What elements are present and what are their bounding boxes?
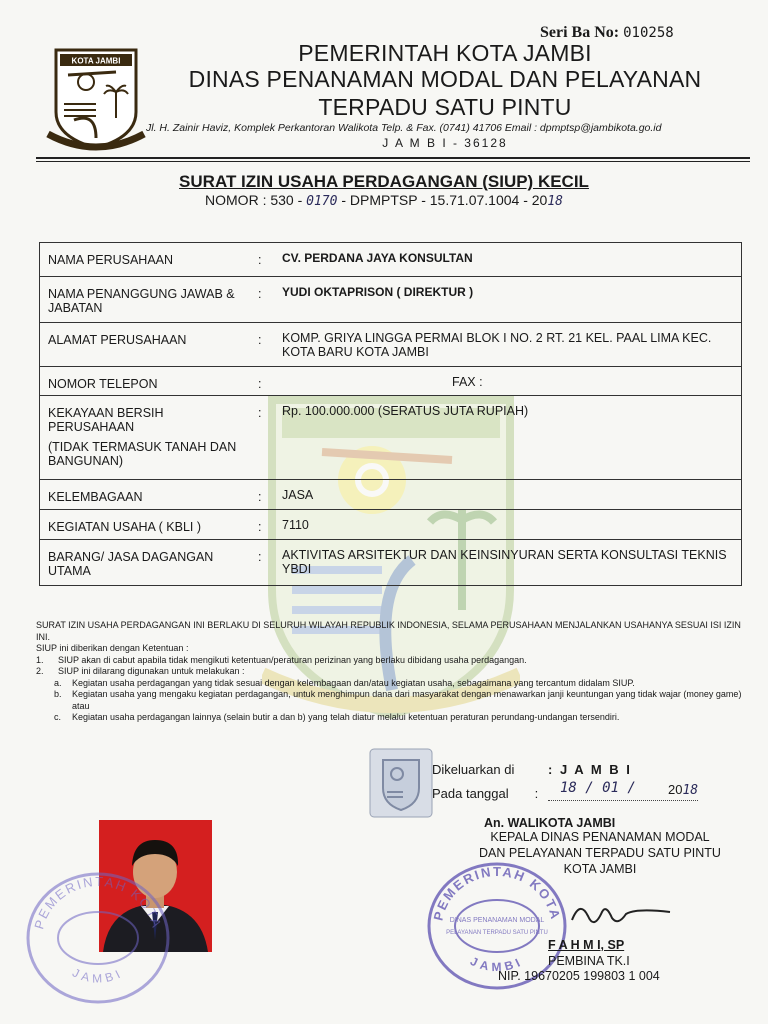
table-row	[40, 277, 742, 323]
row-label: KEGIATAN USAHA ( KBLI )	[40, 510, 255, 540]
stamp-ring-bottom: JAMBI	[468, 953, 526, 975]
row-label: ALAMAT PERUSAHAAN	[40, 323, 255, 367]
nomor-year-handwritten: 18	[547, 194, 563, 209]
row-colon: :	[254, 540, 272, 586]
faded-stamp-ring-top: PEMERINTAH KOTA	[31, 873, 165, 931]
issued-at-label: Dikeluarkan di	[432, 762, 515, 777]
row-value-institution: JASA	[272, 480, 742, 510]
row-colon: :	[254, 243, 272, 277]
terms-subitem-letter: c.	[54, 712, 62, 722]
row-label: NOMOR TELEPON	[40, 367, 255, 396]
on-behalf-of: An. WALIKOTA JAMBI	[484, 816, 616, 830]
issued-date-label	[432, 786, 538, 801]
table-row	[40, 323, 742, 367]
terms-section	[36, 620, 756, 724]
svg-text:KOTA JAMBI: KOTA JAMBI	[71, 56, 121, 66]
terms-subitem-letter: b.	[54, 689, 62, 699]
document-number	[0, 192, 768, 209]
nomor-handwritten: 0170	[306, 194, 338, 209]
issued-date-colon: :	[534, 786, 539, 801]
faded-stamp-ring-bottom: JAMBI	[70, 965, 126, 986]
stamp-center-1: DINAS PENANAMAN MODAL	[449, 917, 545, 924]
terms-item	[36, 655, 756, 667]
row-colon: :	[254, 396, 272, 480]
header-line-2: DINAS PENANAMAN MODAL DAN PELAYANAN	[188, 66, 702, 92]
issued-date-label-text: Pada tanggal	[432, 786, 509, 801]
signatory-title-2: DAN PELAYANAN TERPADU SATU PINTU	[479, 846, 721, 860]
table-row	[40, 367, 742, 396]
row-value-company-name: CV. PERDANA JAYA KONSULTAN	[272, 243, 742, 277]
row-value-net-worth: Rp. 100.000.000 (SERATUS JUTA RUPIAH)	[272, 396, 742, 480]
row-colon: :	[254, 367, 272, 396]
terms-intro: SIUP ini diberikan dengan Ketentuan :	[36, 643, 189, 653]
table-row	[40, 480, 742, 510]
serial-label: Seri Ba No:	[540, 24, 620, 41]
issued-year-handwritten: 18	[682, 783, 699, 798]
row-colon: :	[254, 510, 272, 540]
row-value-kbli: 7110	[272, 510, 742, 540]
fax-label: FAX :	[452, 375, 483, 389]
terms-item	[36, 666, 756, 678]
header-address: Jl. H. Zainir Haviz, Komplek Perkantoran Walikota Telp. & Fax. (0741) 41706 Email : dpmptsp@jambikota.go.id	[146, 122, 662, 134]
signatory-rank: PEMBINA TK.I	[548, 954, 630, 968]
issued-year	[668, 782, 698, 798]
stamp-ring-top: PEMERINTAH KOTA	[430, 863, 564, 923]
row-label: NAMA PENANGGUNG JAWAB & JABATAN	[40, 277, 255, 323]
row-value-main-goods: AKTIVITAS ARSITEKTUR DAN KEINSINYURAN SERTA KONSULTASI TEKNIS YBDI	[272, 540, 742, 586]
row-label: NAMA PERUSAHAAN	[40, 243, 255, 277]
issued-year-prefix: 20	[668, 782, 683, 797]
header-line-3: TERPADU SATU PINTU	[318, 94, 572, 120]
header-rule-thick	[36, 157, 750, 159]
terms-subitem	[36, 678, 756, 690]
terms-subitem	[36, 689, 756, 712]
terms-item-number: 1.	[36, 654, 44, 665]
terms-item-text: SIUP ini dilarang digunakan untuk melakukan :	[58, 666, 245, 676]
terms-subitem	[36, 712, 756, 724]
header-city: J A M B I - 36128	[382, 136, 508, 150]
net-worth-label: KEKAYAAN BERSIH PERUSAHAAN	[48, 406, 164, 434]
stamp-center-2: PELAYANAN TERPADU SATU PINTU	[446, 930, 548, 936]
row-colon: :	[254, 323, 272, 367]
terms-subitem-text: Kegiatan usaha perdagangan lainnya (selain butir a dan b) yang telah diatur melalui ketentuan peraturan perundang-undangan tersendiri.	[72, 712, 620, 722]
terms-subitem-text: Kegiatan usaha yang mengaku kegiatan perdagangan, untuk menghimpun dana dari masyarakat dengan menawarkan janji keuntungan yang tidak wajar (money game) atau	[72, 689, 742, 711]
table-row	[40, 510, 742, 540]
issued-at-city: : J A M B I	[548, 762, 632, 777]
header-rule-thin	[36, 161, 750, 162]
row-value-company-address: KOMP. GRIYA LINGGA PERMAI BLOK I NO. 2 RT. 21 KEL. PAAL LIMA KEC. KOTA BARU KOTA JAMBI	[272, 323, 742, 367]
table-row	[40, 243, 742, 277]
serial-value: 010258	[623, 25, 674, 41]
nomor-suffix: - DPMPTSP - 15.71.07.1004 - 20	[341, 192, 548, 208]
row-label: KELEMBAGAAN	[40, 480, 255, 510]
signatory-name: F A H M I, SP	[548, 938, 625, 952]
hologram-seal	[369, 748, 433, 818]
siup-data-table	[39, 242, 742, 586]
issued-date-dotted-line	[548, 800, 698, 801]
signatory-title-3: KOTA JAMBI	[563, 862, 637, 876]
header-line-1: PEMERINTAH KOTA JAMBI	[298, 40, 592, 66]
terms-item-text: SIUP akan di cabut apabila tidak mengikuti ketentuan/peraturan perizinan yang berlaku dibidang usaha perdagangan.	[58, 654, 527, 665]
issued-date-handwritten: 18 / 01 /	[560, 780, 636, 796]
terms-subitem-text: Kegiatan usaha perdagangan yang tidak sesuai dengan kelembagaan dan/atau kegiatan usaha, sebagaimana yang tercantum didalam SIUP.	[72, 677, 635, 688]
kota-jambi-logo	[46, 42, 146, 152]
faded-stamp	[20, 866, 174, 1008]
nomor-prefix: NOMOR : 530 -	[205, 192, 303, 208]
row-colon: :	[254, 480, 272, 510]
terms-validity: SURAT IZIN USAHA PERDAGANGAN INI BERLAKU DI SELURUH WILAYAH REPUBLIK INDONESIA, SELAMA PERUSAHAAN MENJALANKAN USAHANYA SESUAI ISI IZIN INI.	[36, 620, 741, 642]
terms-subitem-letter: a.	[54, 677, 62, 688]
signatory-nip: NIP. 19670205 199803 1 004	[498, 969, 660, 983]
row-label	[40, 396, 255, 480]
row-value-phone	[272, 367, 742, 396]
row-label: BARANG/ JASA DAGANGAN UTAMA	[40, 540, 255, 586]
terms-item-number: 2.	[36, 666, 44, 676]
document-title: SURAT IZIN USAHA PERDAGANGAN (SIUP) KECIL	[179, 172, 589, 191]
row-colon: :	[254, 277, 272, 323]
net-worth-note: (TIDAK TERMASUK TANAH DAN BANGUNAN)	[48, 440, 237, 468]
signatory-title-1: KEPALA DINAS PENANAMAN MODAL	[490, 830, 710, 844]
signature-scribble	[566, 890, 676, 940]
table-row	[40, 540, 742, 586]
row-value-responsible-person: YUDI OKTAPRISON ( DIREKTUR )	[272, 277, 742, 323]
table-row	[40, 396, 742, 480]
